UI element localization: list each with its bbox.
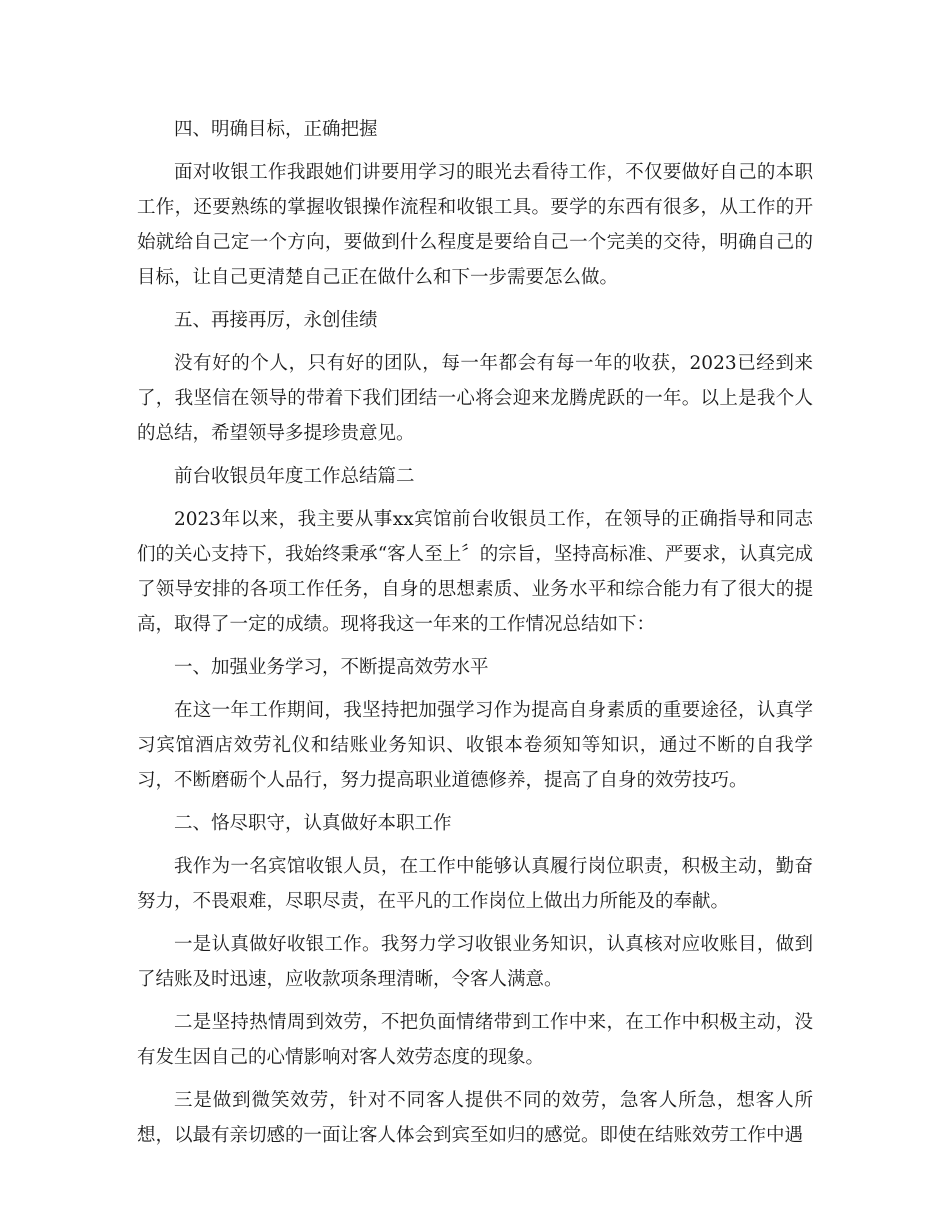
paragraph: 面对收银工作我跟她们讲要用学习的眼光去看待工作，不仅要做好自己的本职工作，还要熟练的掌握收银操作流程和收银工具。要学的东西有很多，从工作的开始就给自己定一个方向，要做到什么程度是要给自己一个完美的交待，明确自己的目标，让自己更清楚自己正在做什么和下一步需要怎么做。 <box>137 162 813 288</box>
paragraph: 我作为一名宾馆收银人员，在工作中能够认真履行岗位职责，积极主动，勤奋努力，不畏艰难，尽职尽责，在平凡的工作岗位上做出力所能及的奉献。 <box>137 856 813 912</box>
paragraph: 二是坚持热情周到效劳，不把负面情绪带到工作中来，在工作中积极主动，没有发生因自己的心情影响对客人效劳态度的现象。 <box>137 1012 813 1068</box>
paragraph: 没有好的个人，只有好的团队，每一年都会有每一年的收获，2023已经到来了，我坚信在领导的带着下我们团结一心将会迎来龙腾虎跃的一年。以上是我个人的总结，希望领导多提珍贵意见。 <box>137 353 813 444</box>
section-heading-2: 二、恪尽职守，认真做好本职工作 <box>174 813 452 834</box>
document-body <box>137 112 813 1161</box>
section-heading-5: 五、再接再厉，永创佳绩 <box>174 310 378 331</box>
paragraph: 在这一年工作期间，我坚持把加强学习作为提高自身素质的重要途径，认真学习宾馆酒店效劳礼仪和结账业务知识、收银本卷须知等知识，通过不断的自我学习，不断磨砺个人品行，努力提高职业道德修养，提高了自身的效劳技巧。 <box>137 700 813 791</box>
article-title: 前台收银员年度工作总结篇二 <box>174 466 415 487</box>
section-heading-1: 一、加强业务学习，不断提高效劳水平 <box>174 657 489 678</box>
section-heading-4: 四、明确目标，正确把握 <box>174 119 378 140</box>
paragraph: 2023年以来，我主要从事xx宾馆前台收银员工作，在领导的正确指导和同志们的关心支持下，我始终秉承“客人至上〞的宗旨，坚持高标准、严要求，认真完成了领导安排的各项工作任务，自身的思想素质、业务水平和综合能力有了很大的提高，取得了一定的成绩。现将我这一年来的工作情况总结如下： <box>137 509 813 635</box>
paragraph: 一是认真做好收银工作。我努力学习收银业务知识，认真核对应收账目，做到了结账及时迅速，应收款项条理清晰，令客人满意。 <box>137 934 813 990</box>
paragraph: 三是做到微笑效劳，针对不同客人提供不同的效劳，急客人所急，想客人所想，以最有亲切感的一面让客人体会到宾至如归的感觉。即使在结账效劳工作中遇 <box>137 1090 813 1146</box>
